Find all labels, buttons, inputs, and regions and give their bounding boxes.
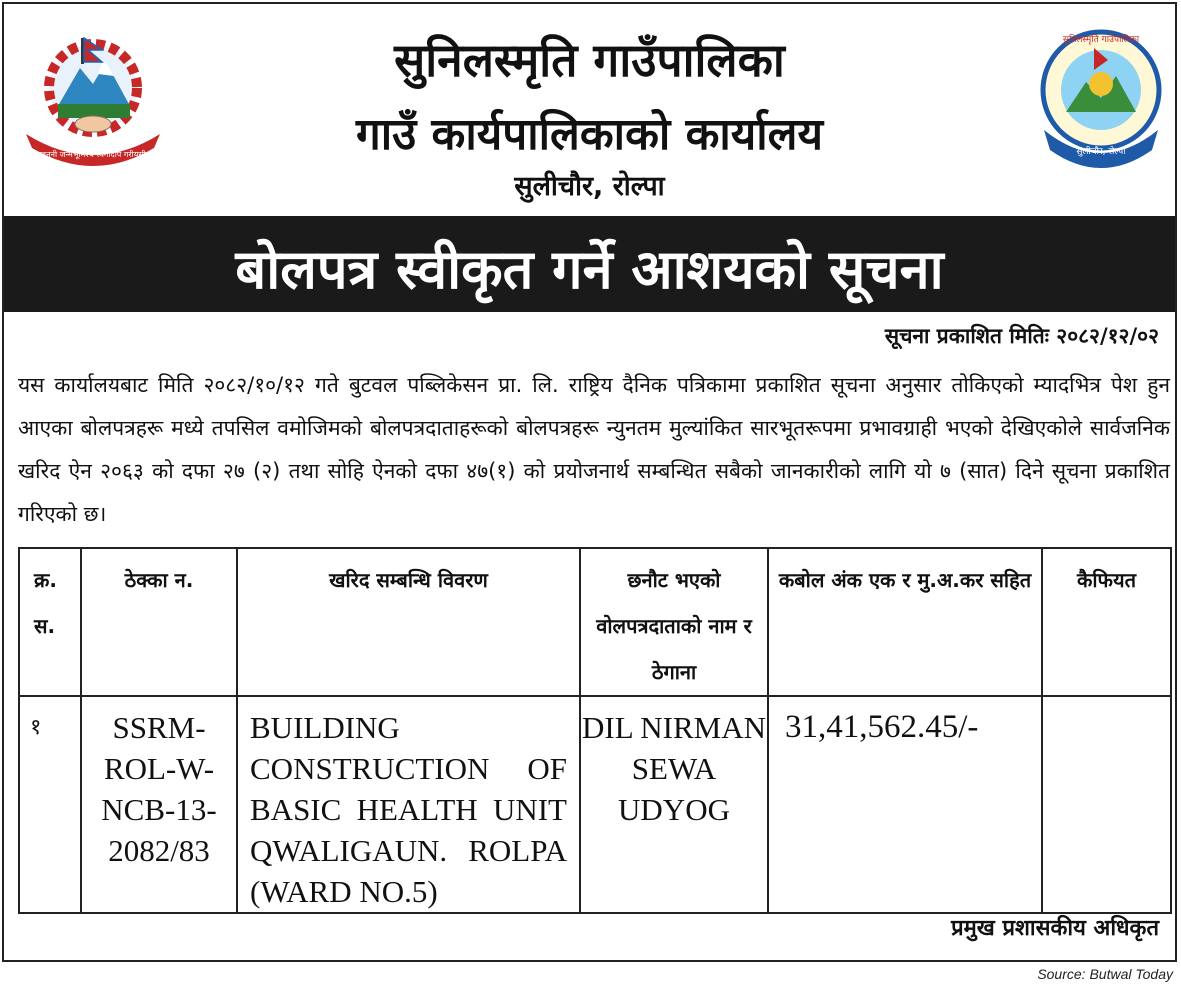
municipality-name: सुनिलस्मृति गाउँपालिका (394, 33, 785, 87)
header-description: खरिद सम्बन्धि विवरण (237, 548, 580, 696)
office-address: सुलीचौर, रोल्पा (514, 171, 665, 202)
notice-body: यस कार्यालयबाट मिति २०८२/१०/१२ गते बुटवल पब्लिकेसन प्रा. लि. राष्ट्रिय दैनिक पत्रिकामा प्रकाशित सूचना अनुसार तोकिएको म्यादभित्र पेश हुन आएका बोलपत्रहरू मध्ये तपसिल वमोजिमको बोलपत्रदाताहरूको बोलपत्रहरू न्युनतम मुल्यांकित सारभूतरूपमा प्रभावग्राही भएको देखिएकोले सार्वजनिक खरिद ऐन २०६३ को दफा २७ (२) तथा सोहि ऐनको दफा ४७(१) को प्रयोजनार्थ सम्बन्धित सबैको जानकारीको लागि यो ७ (सात) दिने सूचना प्रकाशित गरिएको छ। (18, 373, 1170, 526)
svg-text:सुलीचौर, रोल्पा: सुलीचौर, रोल्पा (1076, 147, 1126, 157)
cell-description: BUILDING CONSTRUCTION OF BASIC HEALTH UNIT QWALIGAUN. ROLPA (WARD NO.5) (237, 696, 580, 913)
cell-sn: १ (19, 696, 81, 913)
notice-title-banner (4, 216, 1175, 312)
header-bidder: छनौट भएको वोलपत्रदाताको नाम र ठेगाना (580, 548, 768, 696)
table-row (19, 696, 1171, 913)
signatory-title: प्रमुख प्रशासकीय अधिकृत (951, 916, 1159, 941)
cell-remarks (1042, 696, 1171, 913)
svg-text:सुनिलस्मृति गाउँपालिका: सुनिलस्मृति गाउँपालिका (1062, 35, 1140, 45)
notice-title: बोलपत्र स्वीकृत गर्ने आशयको सूचना (235, 238, 944, 301)
municipality-seal-icon (1030, 26, 1172, 168)
cell-bidder: DIL NIRMAN SEWA UDYOG (580, 696, 768, 913)
notice-frame (2, 2, 1177, 962)
office-name: गाउँ कार्यपालिकाको कार्यालय (355, 109, 824, 160)
publication-date: सूचना प्रकाशित मितिः २०८२/१२/०२ (884, 324, 1159, 348)
cell-contract-no: SSRM-ROL-W-NCB-13-2082/83 (81, 696, 237, 913)
cell-amount: 31,41,562.45/- (768, 696, 1042, 913)
header-sn: क्र. स. (19, 548, 81, 696)
bid-table (18, 547, 1172, 914)
header-remarks: कैफियत (1042, 548, 1171, 696)
notice-header (4, 4, 1175, 216)
header-contract-no: ठेक्का न. (81, 548, 237, 696)
svg-text:जननी जन्मभूमिश्च स्वर्गादपि गर: जननी जन्मभूमिश्च स्वर्गादपि गरीयसी (40, 150, 146, 159)
table-header-row (19, 548, 1171, 696)
source-credit: Source: Butwal Today (1037, 966, 1173, 982)
header-amount: कबोल अंक एक र मु.अ.कर सहित (768, 548, 1042, 696)
